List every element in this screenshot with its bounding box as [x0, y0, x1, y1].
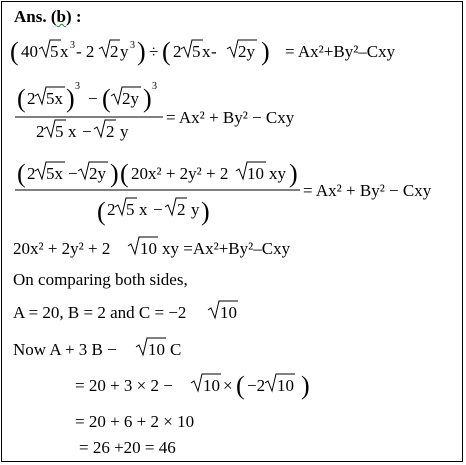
radicand-10: 10: [220, 303, 237, 322]
equation-rhs: = Ax²+By²–Cxy: [285, 42, 396, 61]
equation-line-4: [13, 237, 291, 258]
var-x: x: [202, 42, 211, 61]
radicand-5: 5: [192, 42, 201, 61]
paren-open: (: [102, 84, 111, 113]
paren-open: (: [17, 84, 26, 113]
radicand-5x: 5x: [46, 164, 63, 183]
var-xy: xy: [269, 164, 286, 183]
paren-close: ): [137, 37, 146, 66]
equation-line-1: [10, 37, 396, 66]
radicand-2y: 2y: [238, 42, 255, 61]
equation-line-3: [15, 159, 432, 226]
now-expression: Now A + 3 B −: [13, 340, 117, 359]
equation-line-2: [15, 81, 295, 141]
radicand-10: 10: [203, 376, 220, 395]
var-x: x: [60, 42, 69, 61]
equation-line-7: [13, 338, 181, 359]
answer-suffix: ) :: [65, 7, 82, 26]
var-x: x: [68, 122, 77, 141]
divide-sign: ÷: [149, 42, 159, 61]
times-sign: ×: [223, 376, 233, 395]
exponent-3: 3: [152, 81, 157, 92]
rhs-expression: xy =Ax²+By²–Cxy: [162, 239, 291, 258]
coef-2: 2: [173, 42, 182, 61]
minus-sign: −: [82, 122, 92, 141]
coef-2: 2: [107, 200, 116, 219]
paren-open: (: [236, 371, 245, 400]
coefficient-values: A = 20, B = 2 and C = −2: [13, 303, 187, 322]
radicand-5: 5: [50, 42, 59, 61]
paren-close: ): [261, 37, 270, 66]
exponent-3: 3: [75, 81, 80, 92]
radicand-2: 2: [110, 42, 119, 61]
radicand-2: 2: [177, 200, 186, 219]
minus-2: - 2: [76, 42, 95, 61]
paren-close: ): [143, 84, 152, 113]
equation-line-6: [13, 301, 238, 322]
coef-40: 40: [21, 42, 38, 61]
paren-open: (: [120, 159, 129, 188]
minus-2: −2: [247, 376, 266, 395]
answer-option: b: [56, 7, 66, 26]
radicand-10: 10: [247, 164, 264, 183]
exponent-3: 3: [70, 40, 75, 51]
paren-close: ): [66, 84, 75, 113]
exponent-3: 3: [130, 40, 135, 51]
equation-rhs: = Ax² + By² − Cxy: [166, 108, 295, 127]
radicand-2: 2: [106, 122, 115, 141]
minus-sign: −: [153, 200, 163, 219]
minus-sign: −: [68, 164, 78, 183]
paren-open: (: [162, 37, 171, 66]
answer-prefix: Ans. (: [14, 7, 57, 26]
paren-close: ): [201, 197, 210, 226]
substitution: = 20 + 3 × 2 −: [75, 376, 173, 395]
equation-rhs: = Ax² + By² − Cxy: [303, 181, 432, 200]
minus-sign: -: [211, 42, 217, 61]
paren-open: (: [10, 37, 19, 66]
radicand-5x: 5x: [46, 89, 63, 108]
var-y: y: [120, 122, 129, 141]
lhs-expansion: 20x² + 2y² + 2: [13, 239, 111, 258]
final-result: = 26 +20 = 46: [79, 438, 176, 457]
var-x: x: [139, 200, 148, 219]
radicand-10: 10: [148, 340, 165, 359]
var-c: C: [170, 340, 182, 359]
comparing-text: On comparing both sides,: [13, 270, 188, 289]
radicand-10: 10: [277, 376, 294, 395]
var-y: y: [191, 200, 200, 219]
equation-line-8: [75, 371, 310, 400]
radicand-2y: 2y: [122, 89, 139, 108]
paren-open: (: [97, 197, 106, 226]
radicand-5: 5: [126, 200, 135, 219]
paren-open: (: [17, 159, 26, 188]
paren-close: ): [110, 159, 119, 188]
term-20x2: 20x² + 2y² + 2: [131, 164, 229, 183]
coef-2: 2: [27, 164, 36, 183]
simplification: = 20 + 6 + 2 × 10: [75, 412, 195, 431]
minus-sign: −: [88, 89, 98, 108]
paren-close: ): [301, 371, 310, 400]
var-y: y: [120, 42, 129, 61]
paren-close: ): [289, 159, 298, 188]
coef-2: 2: [36, 122, 45, 141]
radicand-2y: 2y: [89, 164, 106, 183]
coef-2: 2: [27, 89, 36, 108]
radicand-10: 10: [140, 239, 157, 258]
radicand-5: 5: [55, 122, 64, 141]
